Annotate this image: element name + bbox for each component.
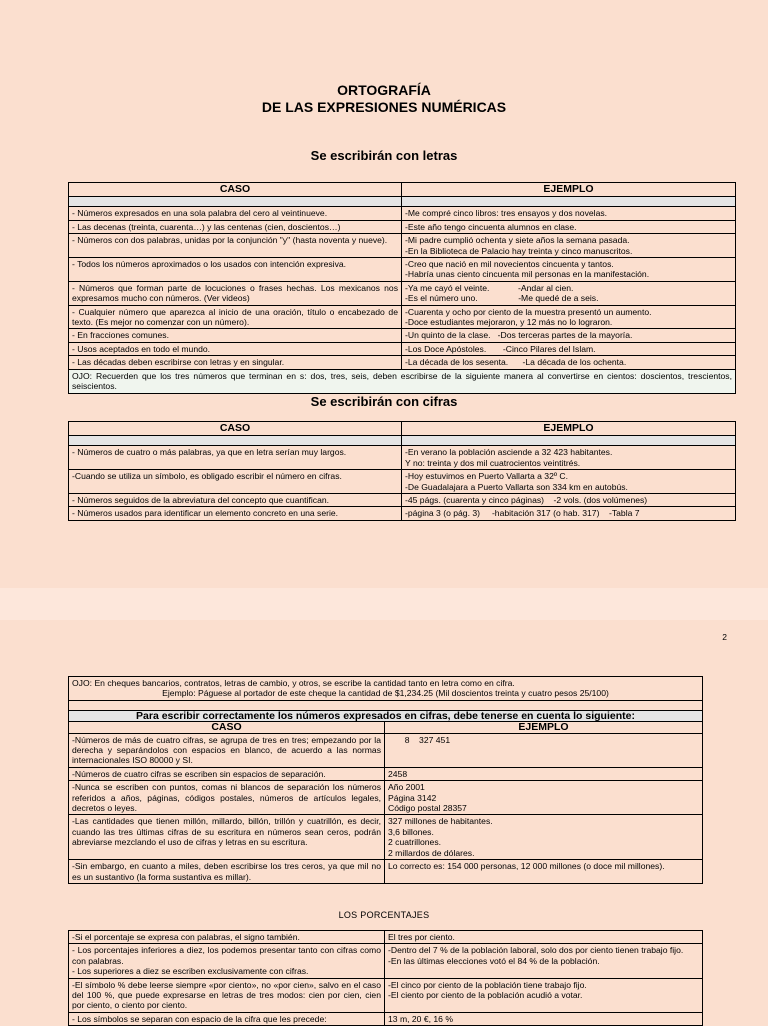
document-page-2 xyxy=(0,620,768,1024)
example-cell: -Hoy estuvimos en Puerto Vallarta a 32º C. -De Guadalajara a Puerto Vallarta son 334 km en autobús. xyxy=(402,470,736,494)
table-row xyxy=(69,767,703,780)
table-row xyxy=(69,446,736,470)
note-row xyxy=(69,677,703,701)
note-cell: OJO: Recuerden que los tres números que terminan en s: dos, tres, seis, deben escribirse de la siguiente manera al convertirse en cientos: doscientos, trescientos, seiscientos. xyxy=(69,369,736,393)
case-cell: - Números con dos palabras, unidas por la conjunción "y" (hasta noventa y nueve). xyxy=(69,234,402,258)
table-row xyxy=(69,470,736,494)
note-row xyxy=(69,369,736,393)
table-row xyxy=(69,305,736,329)
table-spacer-row xyxy=(69,700,703,710)
table-row xyxy=(69,978,703,1012)
case-cell: -Números de más de cuatro cifras, se agrupa de tres en tres; empezando por la derecha y separándolos con espacios en blanco, de acuerdo a las normas internacionales ISO 80000 y SI. xyxy=(69,733,385,767)
document-title-line-1: ORTOGRAFÍA xyxy=(337,82,431,98)
table-row xyxy=(69,342,736,355)
case-cell: - Las décadas deben escribirse con letras y en singular. xyxy=(69,356,402,369)
example-cell: -Dentro del 7 % de la población laboral, solo dos por ciento tienen trabajo fijo. -En las últimas elecciones votó el 84 % de la población. xyxy=(385,944,703,978)
table-row xyxy=(69,507,736,520)
case-cell: -Nunca se escriben con puntos, comas ni blancos de separación los números referidos a años, páginas, códigos postales, números de artículos legales, decretos o leyes. xyxy=(69,781,385,815)
table-row xyxy=(69,220,736,233)
example-cell: Lo correcto es: 154 000 personas, 12 000 millones (o doce mil millones). xyxy=(385,860,703,884)
page-number: 2 xyxy=(722,632,727,642)
case-cell: - Números seguidos de la abreviatura del concepto que cuantifican. xyxy=(69,494,402,507)
table-header-row xyxy=(69,183,736,197)
example-cell: Año 2001 Página 3142 Código postal 28357 xyxy=(385,781,703,815)
case-cell: - Cualquier número que aparezca al inicio de una oración, título o encabezado de texto. (Es mejor no comenzar con un número). xyxy=(69,305,402,329)
column-header-ejemplo: EJEMPLO xyxy=(385,722,703,733)
column-header-ejemplo: EJEMPLO xyxy=(402,183,736,197)
example-cell: -El cinco por ciento de la población tiene trabajo fijo. -El ciento por ciento de la población acudió a votar. xyxy=(385,978,703,1012)
column-header-caso: CASO xyxy=(69,183,402,197)
example-cell: -página 3 (o pág. 3) -habitación 317 (o hab. 317) -Tabla 7 xyxy=(402,507,736,520)
table-row xyxy=(69,494,736,507)
heading-row xyxy=(69,710,703,721)
note-line-1: OJO: En cheques bancarios, contratos, letras de cambio, y otros, se escribe la cantidad tanto en letra como en cifra. xyxy=(72,678,515,688)
case-cell: - En fracciones comunes. xyxy=(69,329,402,342)
column-header-ejemplo: EJEMPLO xyxy=(402,422,736,436)
example-cell: 2458 xyxy=(385,767,703,780)
example-cell: 13 m, 20 €, 16 % xyxy=(385,1012,703,1025)
table-row xyxy=(69,733,703,767)
case-cell: -Si el porcentaje se expresa con palabras, el signo también. xyxy=(69,931,385,944)
example-cell: -La década de los sesenta. -La década de los ochenta. xyxy=(402,356,736,369)
table-header-row xyxy=(69,422,736,436)
case-cell: -El símbolo % debe leerse siempre «por ciento», no «por cien», salvo en el caso del 100 %, que puede expresarse en letras de tres modos: cien por cien, cien por ciento, o ciento por ciento. xyxy=(69,978,385,1012)
table-row xyxy=(69,207,736,220)
example-cell: -Los Doce Apóstoles. -Cinco Pilares del Islam. xyxy=(402,342,736,355)
table-spacer-row xyxy=(69,436,736,446)
table-row xyxy=(69,258,736,282)
example-cell: -Me compré cinco libros: tres ensayos y dos novelas. xyxy=(402,207,736,220)
case-cell: - Todos los números aproximados o los usados con intención expresiva. xyxy=(69,258,402,282)
table-row xyxy=(69,931,703,944)
case-cell: - Usos aceptados en todo el mundo. xyxy=(69,342,402,355)
page-separator xyxy=(0,588,768,620)
table-row xyxy=(69,234,736,258)
case-cell: -Números de cuatro cifras se escriben sin espacios de separación. xyxy=(69,767,385,780)
letters-table xyxy=(68,182,736,394)
section-title-figures: Se escribirán con cifras xyxy=(310,394,458,409)
table-row xyxy=(69,815,703,860)
table-row xyxy=(69,329,736,342)
note-line-2: Ejemplo: Páguese al portador de este cheque la cantidad de $1,234.25 (Mil doscientos treinta y cuatro pesos 25/100) xyxy=(162,688,609,699)
table-row xyxy=(69,860,703,884)
note-cell xyxy=(69,677,703,701)
example-cell: -Mi padre cumplió ochenta y siete años la semana pasada. -En la Biblioteca de Palacio hay treinta y cinco manuscritos. xyxy=(402,234,736,258)
example-cell: -Ya me cayó el veinte. -Andar al cien. -Es el número uno. -Me quedé de a seis. xyxy=(402,281,736,305)
rules-heading: Para escribir correctamente los números expresados en cifras, debe tenerse en cuenta lo siguiente: xyxy=(69,710,703,721)
case-cell: - Números usados para identificar un elemento concreto en una serie. xyxy=(69,507,402,520)
example-cell: -45 págs. (cuarenta y cinco páginas) -2 vols. (dos volúmenes) xyxy=(402,494,736,507)
table-spacer-row xyxy=(69,197,736,207)
case-cell: -Las cantidades que tienen millón, millardo, billón, trillón y cuatrillón, es decir, cuando las tres últimas cifras de su escritura en números sean ceros, podrán abreviarse mezclando el uso de cifras y letras en su escritura. xyxy=(69,815,385,860)
case-cell: - Los símbolos se separan con espacio de la cifra que les precede: xyxy=(69,1012,385,1025)
table-row xyxy=(69,781,703,815)
case-cell: - Números que forman parte de locuciones o frases hechas. Los mexicanos nos expresamos mucho con números. (Ver videos) xyxy=(69,281,402,305)
percent-table xyxy=(68,930,703,1026)
example-cell: -Cuarenta y ocho por ciento de la muestra presentó un aumento. -Doce estudiantes mejoraron, y 12 más no lo lograron. xyxy=(402,305,736,329)
case-cell: - Números de cuatro o más palabras, ya que en letra serían muy largos. xyxy=(69,446,402,470)
case-cell: -Cuando se utiliza un símbolo, es obligado escribir el número en cifras. xyxy=(69,470,402,494)
figures-table xyxy=(68,421,736,521)
example-cell: -Este año tengo cincuenta alumnos en clase. xyxy=(402,220,736,233)
table-row xyxy=(69,356,736,369)
case-cell: - Los porcentajes inferiores a diez, los podemos presentar tanto con cifras como con palabras. - Los superiores a diez se escriben exclusivamente con cifras. xyxy=(69,944,385,978)
document-title-line-2: DE LAS EXPRESIONES NUMÉRICAS xyxy=(261,99,507,115)
table-row xyxy=(69,281,736,305)
table-header-row xyxy=(69,722,703,733)
example-cell: El tres por ciento. xyxy=(385,931,703,944)
section-title-letters: Se escribirán con letras xyxy=(310,148,458,163)
case-cell: - Números expresados en una sola palabra del cero al veintinueve. xyxy=(69,207,402,220)
column-header-caso: CASO xyxy=(69,722,385,733)
example-cell: 327 millones de habitantes. 3,6 billones. 2 cuatrillones. 2 millardos de dólares. xyxy=(385,815,703,860)
case-cell: - Las decenas (treinta, cuarenta…) y las centenas (cien, doscientos…) xyxy=(69,220,402,233)
column-header-caso: CASO xyxy=(69,422,402,436)
percent-section-title: LOS PORCENTAJES xyxy=(338,910,430,920)
example-cell: -En verano la población asciende a 32 423 habitantes. Y no: treinta y dos mil cuatrocientos veintitrés. xyxy=(402,446,736,470)
table-row xyxy=(69,944,703,978)
cifras-rules-table xyxy=(68,676,703,884)
example-cell: -Un quinto de la clase. -Dos terceras partes de la mayoría. xyxy=(402,329,736,342)
example-cell: -Creo que nació en mil novecientos cincuenta y tantos. -Habría unas ciento cincuenta mil personas en la manifestación. xyxy=(402,258,736,282)
case-cell: -Sin embargo, en cuanto a miles, deben escribirse los tres ceros, ya que mil no es un sustantivo (la forma sustantiva es millar). xyxy=(69,860,385,884)
example-cell: 8 327 451 xyxy=(385,733,703,767)
